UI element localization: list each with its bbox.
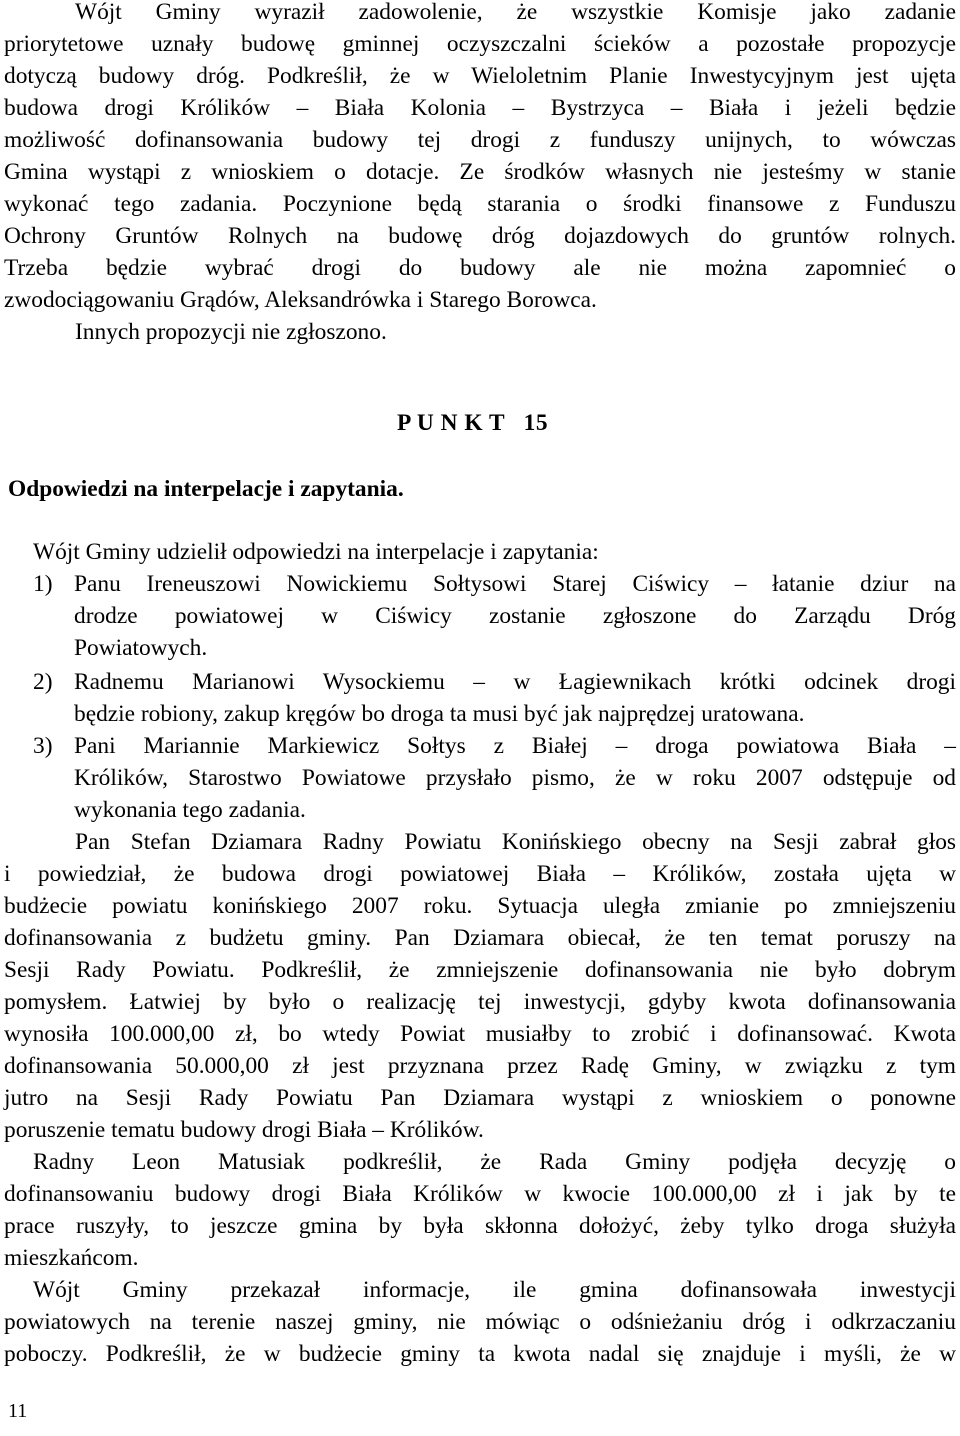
list-item-line: [4, 730, 956, 762]
text-line: powiatowych na terenie naszej gminy, nie mówiąc o odśnieżaniu dróg i odkrzaczaniu: [4, 1309, 956, 1335]
list-item-text: Radnemu Marianowi Wysockiemu – w Łagiewnikach krótki odcinek drogi: [74, 669, 956, 695]
text-line: Sesji Rady Powiatu. Podkreślił, że zmniejszenie dofinansowania nie było dobrym: [4, 957, 956, 983]
text-line: priorytetowe uznały budowę gminnej oczyszczalni ścieków a pozostałe propozycje: [4, 31, 956, 57]
page-number: 11: [8, 1400, 28, 1422]
text-line: Trzeba będzie wybrać drogi do budowy ale nie można zapomnieć o: [4, 255, 956, 281]
text-line: dofinansowania z budżetu gminy. Pan Dziamara obiecał, że ten temat poruszy na: [4, 925, 956, 951]
text-line: możliwość dofinansowania budowy tej drogi z funduszy unijnych, to wówczas: [4, 127, 956, 153]
section-heading: Odpowiedzi na interpelacje i zapytania.: [8, 476, 404, 502]
text-line: budżecie powiatu konińskiego 2007 roku. Sytuacja uległa zmianie po zmniejszeniu: [4, 893, 956, 919]
punkt-heading: P U N K T 15: [397, 410, 549, 436]
list-item-line: wykonania tego zadania.: [74, 797, 306, 823]
text-line: pomysłem. Łatwiej by było o realizację tej inwestycji, gdyby kwota dofinansowania: [4, 989, 956, 1015]
list-item-line: [4, 568, 956, 600]
text-line: jutro na Sesji Rady Powiatu Pan Dziamara wystąpi z wnioskiem o ponowne: [4, 1085, 956, 1111]
text-line: poruszenie tematu budowy drogi Biała – Królików.: [4, 1117, 484, 1143]
list-item-line: [4, 666, 956, 698]
list-item-number: 1): [33, 571, 53, 597]
text-line: budowa drogi Królików – Biała Kolonia – Bystrzyca – Biała i jeżeli będzie: [4, 95, 956, 121]
text-line: zwodociągowaniu Grądów, Aleksandrówka i Starego Borowca.: [4, 287, 597, 313]
list-item-line: Powiatowych.: [74, 635, 208, 661]
list-item-line: będzie robiony, zakup kręgów bo droga ta musi być jak najprędzej uratowana.: [74, 701, 805, 727]
text-line: Radny Leon Matusiak podkreślił, że Rada Gminy podjęła decyzję o: [33, 1149, 956, 1175]
text-line: dofinansowaniu budowy drogi Biała Królików w kwocie 100.000,00 zł i jak by te: [4, 1181, 956, 1207]
text-line: Wójt Gminy przekazał informacje, ile gmina dofinansowała inwestycji: [33, 1277, 956, 1303]
list-item-number: 3): [33, 733, 53, 759]
list-item-line: drodze powiatowej w Ciświcy zostanie zgłoszone do Zarządu Dróg: [74, 603, 956, 629]
no-other-proposals: Innych propozycji nie zgłoszono.: [75, 319, 387, 345]
list-item-line: Królików, Starostwo Powiatowe przysłało pismo, że w roku 2007 odstępuje od: [74, 765, 956, 791]
list-item-text: Panu Ireneuszowi Nowickiemu Sołtysowi Starej Ciświcy – łatanie dziur na: [74, 571, 956, 597]
text-line: wynosiła 100.000,00 zł, bo wtedy Powiat musiałby to zrobić i dofinansować. Kwota: [4, 1021, 956, 1047]
text-line: prace ruszyły, to jeszcze gmina by była skłonna dołożyć, żeby tylko droga służyła: [4, 1213, 956, 1239]
text-line: dotyczą budowy dróg. Podkreślił, że w Wieloletnim Planie Inwestycyjnym jest ujęta: [4, 63, 956, 89]
text-line: Pan Stefan Dziamara Radny Powiatu Konińskiego obecny na Sesji zabrał głos: [75, 829, 956, 855]
text-line: i powiedział, że budowa drogi powiatowej Biała – Królików, została ujęta w: [4, 861, 956, 887]
text-line: poboczy. Podkreślił, że w budżecie gminy ta kwota nadal się znajduje i myśli, że w: [4, 1341, 956, 1367]
list-item-text: Pani Mariannie Markiewicz Sołtys z Białej – droga powiatowa Biała –: [74, 733, 956, 759]
text-line: Gmina wystąpi z wnioskiem o dotacje. Ze środków własnych nie jesteśmy w stanie: [4, 159, 956, 185]
text-line: mieszkańcom.: [4, 1245, 139, 1271]
list-item-number: 2): [33, 669, 53, 695]
text-line: wykonać tego zadania. Poczynione będą starania o środki finansowe z Funduszu: [4, 191, 956, 217]
text-line: Ochrony Gruntów Rolnych na budowę dróg dojazdowych do gruntów rolnych.: [4, 223, 956, 249]
text-line: Wójt Gminy wyraził zadowolenie, że wszystkie Komisje jako zadanie: [75, 0, 956, 25]
interpelations-intro: Wójt Gminy udzielił odpowiedzi na interpelacje i zapytania:: [33, 539, 599, 565]
text-line: dofinansowania 50.000,00 zł jest przyznana przez Radę Gminy, w związku z tym: [4, 1053, 956, 1079]
